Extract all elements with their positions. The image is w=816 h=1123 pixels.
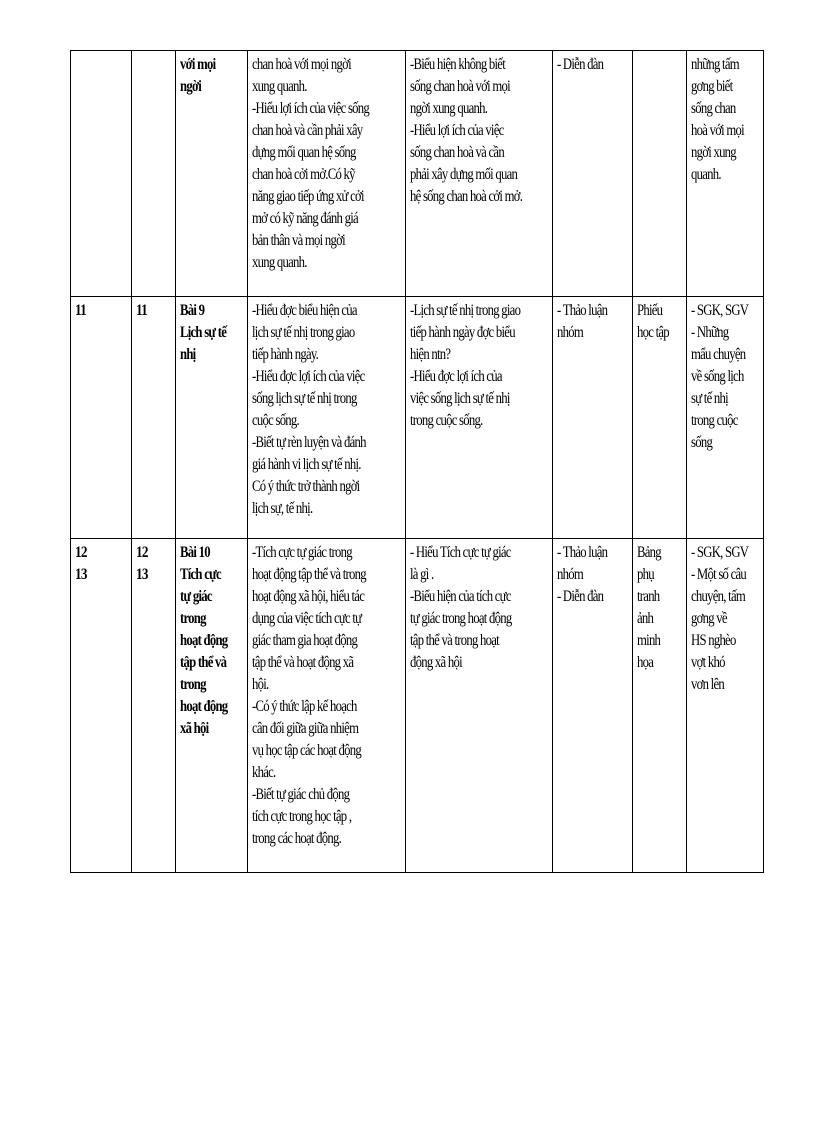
method-cell: - Diễn đàn [553,51,633,297]
week-cell [71,51,132,297]
focus-cell: - Hiểu Tích cực tự giác là gì . -Biểu hiện của tích cực tự giác trong hoạt động tập thể và trong hoạt động xã hội [406,539,553,873]
period-cell [132,51,176,297]
week-cell: 11 [71,297,132,539]
objectives-cell: chan hoà với mọi ngời xung quanh. -Hiểu lợi ích của việc sống chan hoà và cần phải xây dựng mối quan hệ sống chan hoà cởi mở.Có kỹ năng giao tiếp ứng xử cởi mở có kỹ năng đánh giá bản thân và mọi ngời xung quanh. [248,51,406,297]
materials-cell: Bảng phụ tranh ảnh minh họa [633,539,687,873]
table-row [71,539,764,873]
week-cell: 12 13 [71,539,132,873]
focus-cell: -Biểu hiện không biết sống chan hoà với mọi ngời xung quanh. -Hiểu lợi ích của việc sống chan hoà và cần phải xây dựng mối quan hệ sống chan hoà cởi mở. [406,51,553,297]
objectives-cell: -Hiểu đợc biểu hiện của lịch sự tế nhị trong giao tiếp hành ngày. -Hiểu đợc lợi ích của việc sống lịch sự tế nhị trong cuộc sống. -Biết tự rèn luyện và đánh giá hành vi lịch sự tế nhị. Có ý thức trở thành ngời lịch sự, tế nhị. [248,297,406,539]
references-cell: - SGK, SGV - Một số câu chuyện, tấm gơng về HS nghèo vợt khó vơn lên [687,539,764,873]
lesson-plan-table [70,50,764,873]
focus-cell: -Lịch sự tế nhị trong giao tiếp hành ngày đợc biểu hiện ntn? -Hiểu đợc lợi ích của việc sống lịch sự tế nhị trong cuộc sống. [406,297,553,539]
table-row [71,51,764,297]
lesson-title-cell: Bài 9 Lịch sự tế nhị [176,297,248,539]
materials-cell: Phiếu học tập [633,297,687,539]
period-cell: 11 [132,297,176,539]
method-cell: - Thảo luận nhóm - Diễn đàn [553,539,633,873]
lesson-title-cell: Bài 10 Tích cực tự giác trong hoạt động tập thể và trong hoạt động xã hội [176,539,248,873]
objectives-cell: -Tích cực tự giác trong hoạt động tập thể và trong hoạt động xã hội, hiểu tác dụng của việc tích cực tự giác tham gia hoạt động tập thể và hoạt động xã hội. -Có ý thức lập kế hoạch cân đối giữa giữa nhiệm vụ học tập các hoạt động khác. -Biết tự giác chủ động tích cực trong học tập , trong các hoạt động. [248,539,406,873]
references-cell: những tấm gơng biết sống chan hoà với mọi ngời xung quanh. [687,51,764,297]
method-cell: - Thảo luận nhóm [553,297,633,539]
references-cell: - SGK, SGV - Những mẩu chuyện về sống lịch sự tế nhị trong cuộc sống [687,297,764,539]
lesson-title-cell: với mọi ngời [176,51,248,297]
materials-cell [633,51,687,297]
table-row [71,297,764,539]
period-cell: 12 13 [132,539,176,873]
